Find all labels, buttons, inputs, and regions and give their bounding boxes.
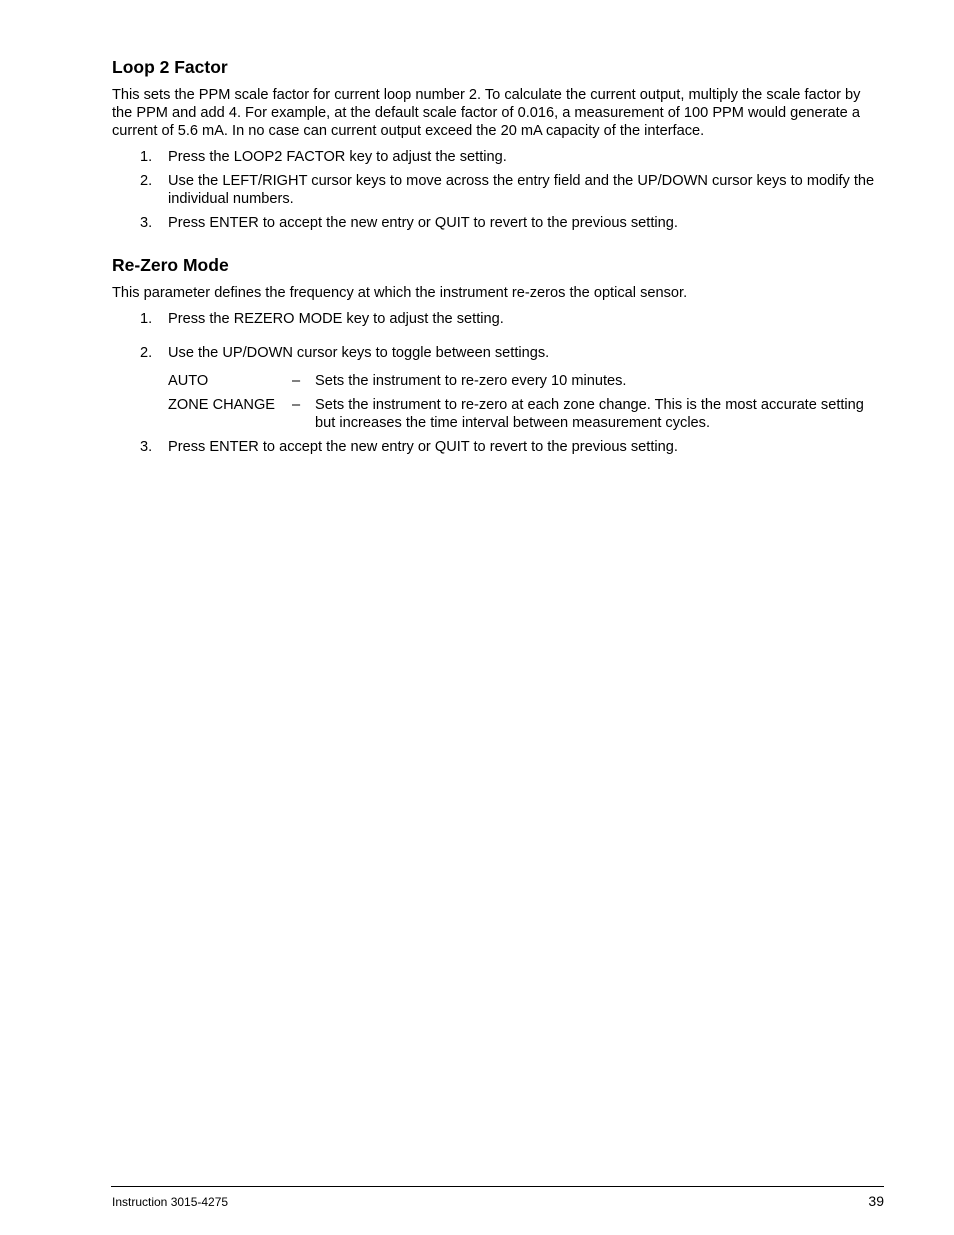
rezero-mode-section (112, 254, 882, 456)
rezero-mode-intro: This parameter defines the frequency at which the instrument re-zeros the optical sensor. (112, 285, 688, 301)
option-name: ZONE CHANGE (168, 397, 276, 413)
step-number: 2. (140, 173, 153, 189)
list-item (112, 438, 882, 456)
step-number: 1. (140, 311, 153, 327)
option-dash: – (292, 373, 301, 389)
step-number: 2. (140, 345, 153, 361)
option-dash: – (292, 397, 301, 413)
loop2-factor-intro: This sets the PPM scale factor for current loop number 2. To calculate the current output, multiply the scale factor by the PPM and add 4. For example, at the default scale factor of 0.016, a measurement of 100 PPM would generate a current of 5.6 mA. In no case can current output exceed the 20 mA capacity of the interface. (112, 87, 861, 139)
list-item (112, 344, 882, 362)
option-description: Sets the instrument to re-zero every 10 minutes. (315, 373, 627, 389)
step-text: Use the LEFT/RIGHT cursor keys to move across the entry field and the UP/DOWN cursor keys to modify the individual numbers. (168, 173, 875, 207)
option-description: Sets the instrument to re-zero at each zone change. This is the most accurate setting but increases the time interval between measurement cycles. (315, 397, 864, 431)
step-text: Press ENTER to accept the new entry or QUIT to revert to the previous setting. (168, 439, 678, 455)
step-text: Press the LOOP2 FACTOR key to adjust the setting. (168, 149, 507, 165)
page-content (112, 56, 882, 462)
option-row-zone-change (168, 396, 882, 432)
page-footer (111, 1186, 884, 1209)
footer-page-number: 39 (868, 1193, 884, 1209)
step-text: Use the UP/DOWN cursor keys to toggle between settings. (168, 345, 550, 361)
footer-doc-id: Instruction 3015-4275 (112, 1195, 229, 1209)
step-number: 3. (140, 215, 153, 231)
step-number: 1. (140, 149, 153, 165)
rezero-mode-steps (112, 310, 882, 362)
step-number: 3. (140, 439, 153, 455)
list-item (112, 214, 882, 232)
option-name: AUTO (168, 373, 209, 389)
step-text: Press the REZERO MODE key to adjust the setting. (168, 311, 504, 327)
loop2-factor-heading: Loop 2 Factor (112, 57, 228, 77)
rezero-mode-heading: Re-Zero Mode (112, 255, 229, 275)
option-row-auto (168, 372, 882, 390)
loop2-factor-section (112, 56, 882, 232)
list-item (112, 148, 882, 166)
list-item (112, 310, 882, 328)
loop2-factor-steps (112, 148, 882, 232)
step-text: Press ENTER to accept the new entry or QUIT to revert to the previous setting. (168, 215, 678, 231)
rezero-mode-steps-cont (112, 438, 882, 456)
rezero-options-table (168, 372, 882, 432)
list-item (112, 172, 882, 208)
